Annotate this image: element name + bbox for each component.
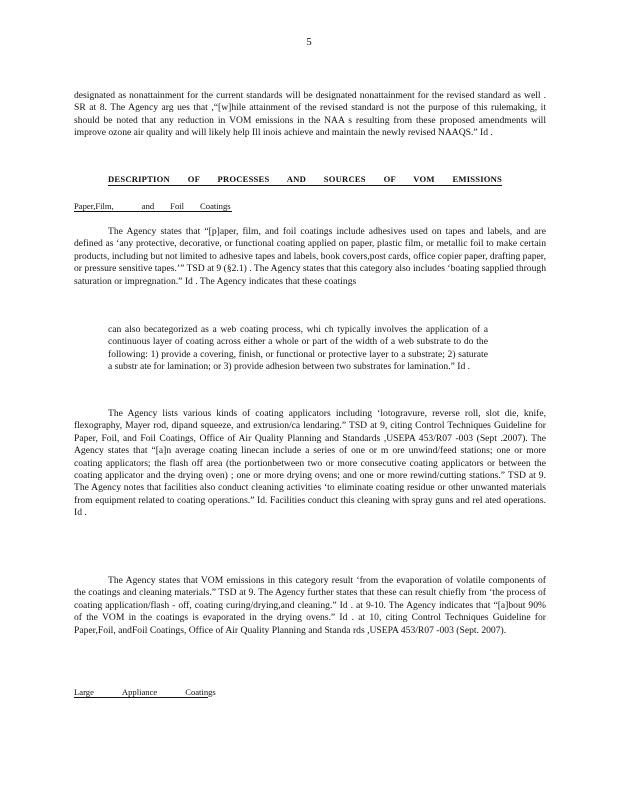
- coating-applicators-paragraph: The Agency lists various kinds of coating applicators including ‘lotogravure, reverse roll, slot die, knife, flexography, Mayer rod, dipand squeeze, and extrusion/ca lendaring.” TSD at 9, citing Control Techniques Guideline for Paper, Foil, and Foil Coatings, Office of Air Quality Planning and Standards ,USEPA 453/R07 -003 (Sept .2007). The Agency states that “[a]n average coating linecan include a series of one or m ore unwind/feed stations; one or more coating applicators; the flash off area (the portionbetween two or more consecutive coating applicators or between the coating applicator and the drying oven) ; one or more drying ovens; and one or more rewind/cutting stations.” TSD at 9. The Agency notes that facilities also conduct cleaning activities ‘to eliminate coating residue or other unwanted materials from equipment related to coating operations.” Id. Facilities conduct this cleaning with spray guns and rel ated operations. Id .: [74, 408, 546, 519]
- heading-word: OF: [383, 174, 396, 184]
- heading-word: AND: [286, 174, 306, 184]
- heading-word: DESCRIPTION: [108, 174, 170, 184]
- heading-word: SOURCES: [323, 174, 366, 184]
- page-number: 5: [306, 36, 312, 48]
- heading-word: EMISSIONS: [452, 174, 503, 184]
- paper-definition-paragraph: The Agency states that “[p]aper, film, and foil coatings include adhesives used on tapes and labels, and are defined as ‘any protective, decorative, or functional coating applied on paper, plastic film, or metallic foil to make certain products, including but not limited to adhesive tapes and labels, book covers,post cards, office copier paper, drafting paper, or pressure sensitive tapes.’” TSD at 9 (§2.1) . The Agency states that this category also includes ‘boating sapplied through saturation or impregnation.” Id . The Agency indicates that these coatings: [74, 226, 546, 287]
- section-heading: [108, 174, 502, 186]
- vom-emissions-paragraph: The Agency states that VOM emissions in this category result ‘from the evaporation of volatile components of the coatings and cleaning materials.” TSD at 9. The Agency further states that these can result chiefly from ‘the process of coating application/flash - off, coating curing/drying,and cleaning.” Id . at 9-10. The Agency indicates that “[a]bout 90% of the VOM in the coatings is evaporated in the drying ovens.” Id . at 10, citing Control Techniques Guideline for Paper,Foil, andFoil Coatings, Office of Air Quality Planning and Standa rds ,USEPA 453/R07 -003 (Sept. 2007).: [74, 575, 546, 636]
- web-coating-block-quote: can also becategorized as a web coating process, whi ch typically involves the application of a continuous layer of coating across either a whole or part of the width of a web substrate to do the following: 1) provide a covering, finish, or functional or protective layer to a substrate; 2) saturate a substr ate for lamination; or 3) provide adhesion between two substrates for lamination.” Id .: [108, 324, 488, 373]
- subheading-large-appliance: Large Appliance Coatings: [74, 687, 216, 697]
- heading-word: OF: [187, 174, 200, 184]
- heading-word: VOM: [413, 174, 435, 184]
- subheading-paper-film-foil: Paper,Film, and Foil Coatings: [74, 201, 231, 211]
- heading-word: PROCESSES: [217, 174, 270, 184]
- intro-paragraph: designated as nonattainment for the current standards will be designated nonattainment for the revised standard as well . SR at 8. The Agency arg ues that ,“[w]hile attainment of the revised standard is not the purpose of this rulemaking, it should be noted that any reduction in VOM emissions in the NAA s resulting from these proposed amendments will improve ozone air quality and will likely help Ill inois achieve and maintain the newly revised NAAQS.” Id .: [74, 90, 546, 139]
